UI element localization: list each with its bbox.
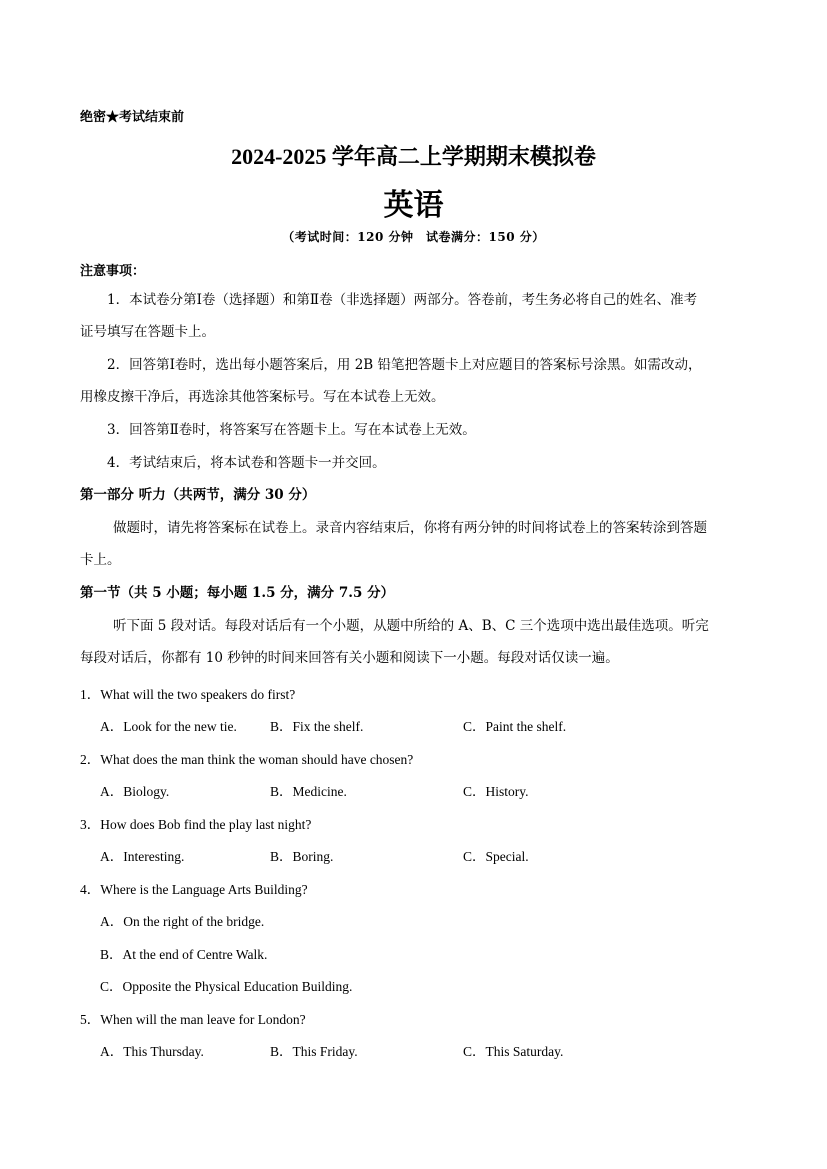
confidential-label: 绝密★考试结束前 <box>80 110 185 125</box>
notice-heading: 注意事项： <box>80 264 146 279</box>
q1-option-c: C．Paint the shelf. <box>463 719 567 734</box>
notice-item-4: 4．考试结束后，将本试卷和答题卡一并交回。 <box>107 455 386 471</box>
q2-option-c: C．History. <box>463 784 529 799</box>
question-4: 4．Where is the Language Arts Building? <box>80 882 308 897</box>
q4-option-a: A．On the right of the bridge. <box>100 914 265 929</box>
q5-option-a: A．This Thursday. <box>100 1044 204 1059</box>
section1-heading: 第一节（共 5 小题；每小题 1.5 分，满分 7.5 分） <box>80 585 395 601</box>
notice-item-1-line-2: 证号填写在答题卡上。 <box>80 324 215 340</box>
question-3: 3．How does Bob find the play last night? <box>80 817 312 832</box>
notice-item-2-line-1: 2．回答第Ⅰ卷时，选出每小题答案后，用 2B 铅笔把答题卡上对应题目的答案标号涂黑。如需改动， <box>107 357 702 373</box>
notice-item-3: 3．回答第Ⅱ卷时，将答案写在答题卡上。写在本试卷上无效。 <box>107 422 476 438</box>
subject-title: 英语 <box>383 188 444 223</box>
q4-option-b: B．At the end of Centre Walk. <box>100 947 268 962</box>
section1-instruction-line-2: 每段对话后，你都有 10 秒钟的时间来回答有关小题和阅读下一小题。每段对话仅读一遍。 <box>80 650 619 666</box>
q3-option-c: C．Special. <box>463 849 529 864</box>
question-1: 1．What will the two speakers do first? <box>80 687 296 702</box>
question-2: 2．What does the man think the woman should have chosen? <box>80 752 414 767</box>
part1-instruction-line-1: 做题时，请先将答案标在试卷上。录音内容结束后，你将有两分钟的时间将试卷上的答案转涂到答题 <box>113 520 707 536</box>
q5-option-b: B．This Friday. <box>270 1044 358 1059</box>
part1-instruction-line-2: 卡上。 <box>80 552 121 568</box>
q3-option-a: A．Interesting. <box>100 849 185 864</box>
q2-option-a: A．Biology. <box>100 784 170 799</box>
q4-option-c: C．Opposite the Physical Education Building. <box>100 979 353 994</box>
part1-heading: 第一部分 听力（共两节，满分 30 分） <box>80 487 316 503</box>
section1-instruction-line-1: 听下面 5 段对话。每段对话后有一个小题，从题中所给的 A、B、C 三个选项中选出最佳选项。听完 <box>113 618 709 634</box>
q3-option-b: B．Boring. <box>270 849 334 864</box>
question-5: 5．When will the man leave for London? <box>80 1012 306 1027</box>
notice-item-2-line-2: 用橡皮擦干净后，再选涂其他答案标号。写在本试卷上无效。 <box>80 389 445 405</box>
q1-option-b: B．Fix the shelf. <box>270 719 364 734</box>
q5-option-c: C．This Saturday. <box>463 1044 564 1059</box>
q2-option-b: B．Medicine. <box>270 784 347 799</box>
notice-item-1-line-1: 1．本试卷分第Ⅰ卷（选择题）和第Ⅱ卷（非选择题）两部分。答卷前，考生务必将自己的姓名、准考 <box>107 292 698 308</box>
exam-time-info: （考试时间：120 分钟 试卷满分：150 分） <box>282 230 545 244</box>
exam-title: 2024-2025 学年高二上学期期末模拟卷 <box>231 144 596 169</box>
q1-option-a: A．Look for the new tie. <box>100 719 237 734</box>
